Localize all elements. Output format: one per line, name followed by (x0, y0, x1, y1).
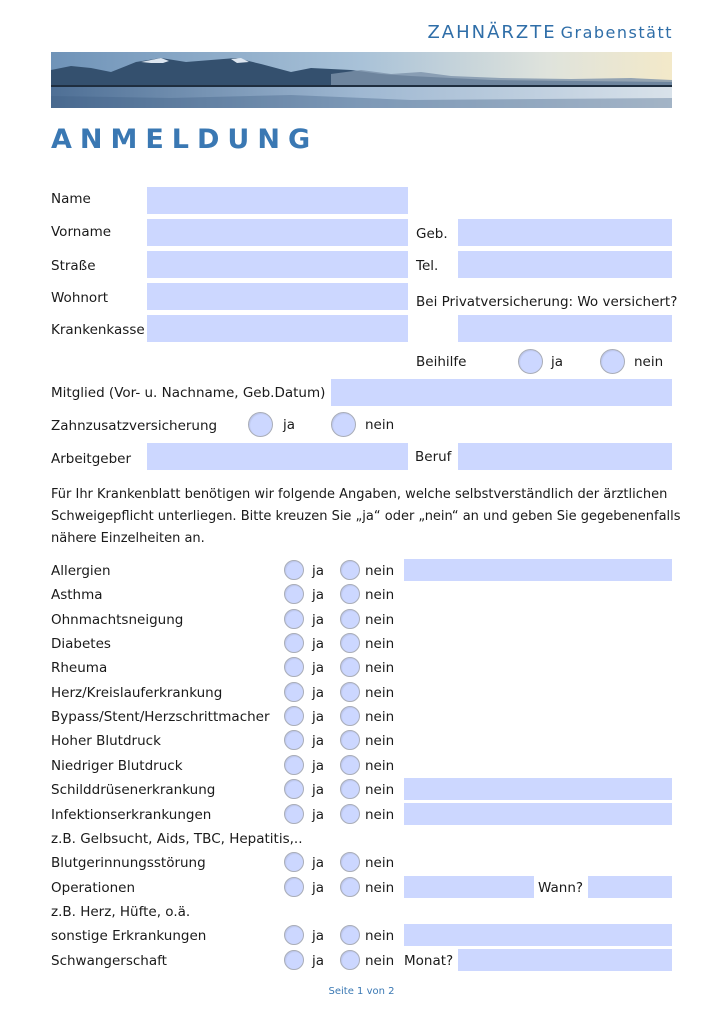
label-tel: Tel. (416, 258, 439, 274)
condition-nein-label: nein (365, 928, 395, 944)
beihilfe-ja-radio[interactable] (518, 349, 543, 374)
label-zahnzusatz: Zahnzusatzversicherung (51, 418, 218, 434)
arbeitgeber-field[interactable] (147, 443, 408, 470)
condition-ja-radio[interactable] (284, 657, 304, 677)
privatversicherung-field[interactable] (458, 315, 672, 342)
condition-label: z.B. Herz, Hüfte, o.ä. (51, 904, 191, 920)
beruf-field[interactable] (458, 443, 672, 470)
monat-field[interactable] (458, 949, 672, 971)
brand-main: ZAHNÄRZTE (427, 22, 557, 43)
condition-ja-label: ja (312, 880, 325, 896)
condition-ja-label: ja (312, 928, 325, 944)
label-vorname: Vorname (51, 224, 112, 240)
condition-ja-label: ja (312, 758, 325, 774)
condition-ja-radio[interactable] (284, 804, 304, 824)
condition-nein-label: nein (365, 782, 395, 798)
condition-ja-label: ja (312, 709, 325, 725)
condition-nein-radio[interactable] (340, 877, 360, 897)
condition-ja-radio[interactable] (284, 877, 304, 897)
zahnzusatz-ja-label: ja (283, 417, 296, 433)
brand-sub: Grabenstätt (560, 23, 673, 42)
condition-nein-radio[interactable] (340, 657, 360, 677)
label-monat: Monat? (404, 953, 454, 969)
condition-ja-radio[interactable] (284, 779, 304, 799)
beihilfe-ja-label: ja (551, 354, 564, 370)
condition-label: Infektionserkrankungen (51, 807, 212, 823)
condition-nein-label: nein (365, 587, 395, 603)
condition-nein-label: nein (365, 953, 395, 969)
condition-nein-label: nein (365, 758, 395, 774)
label-privatversicherung: Bei Privatversicherung: Wo versichert? (416, 294, 678, 310)
mitglied-field[interactable] (331, 379, 672, 406)
name-field[interactable] (147, 187, 408, 214)
condition-ja-label: ja (312, 855, 325, 871)
condition-label: Operationen (51, 880, 136, 896)
condition-label: Bypass/Stent/Herzschrittmacher (51, 709, 270, 725)
condition-details-field[interactable] (404, 803, 672, 825)
condition-nein-label: nein (365, 880, 395, 896)
condition-nein-radio[interactable] (340, 804, 360, 824)
intro-text: Für Ihr Krankenblatt benötigen wir folgende Angaben, welche selbstverständlich der ärztlichen Schweigepflicht unterliegen. Bitte kreuzen Sie „ja“ oder „nein“ an und geben Sie gegebenenfalls nähere Einzelheiten an. (51, 487, 681, 546)
condition-label: Asthma (51, 587, 103, 603)
page-title: ANMELDUNG (51, 124, 319, 155)
condition-ja-radio[interactable] (284, 730, 304, 750)
condition-details-field[interactable] (404, 924, 672, 946)
condition-nein-radio[interactable] (340, 925, 360, 945)
condition-nein-radio[interactable] (340, 682, 360, 702)
condition-ja-radio[interactable] (284, 925, 304, 945)
condition-ja-label: ja (312, 953, 325, 969)
beihilfe-nein-label: nein (634, 354, 664, 370)
condition-label: z.B. Gelbsucht, Aids, TBC, Hepatitis,.. (51, 831, 303, 847)
krankenkasse-field[interactable] (147, 315, 408, 342)
beihilfe-nein-radio[interactable] (600, 349, 625, 374)
condition-ja-radio[interactable] (284, 560, 304, 580)
operationen-details-field[interactable] (404, 876, 534, 898)
condition-nein-label: nein (365, 660, 395, 676)
condition-nein-radio[interactable] (340, 730, 360, 750)
label-mitglied: Mitglied (Vor- u. Nachname, Geb.Datum) (51, 385, 326, 401)
condition-ja-label: ja (312, 660, 325, 676)
condition-nein-label: nein (365, 855, 395, 871)
condition-label: Diabetes (51, 636, 111, 652)
condition-label: Niedriger Blutdruck (51, 758, 183, 774)
condition-nein-radio[interactable] (340, 560, 360, 580)
page-number: Seite 1 von 2 (328, 986, 395, 997)
label-strasse: Straße (51, 258, 96, 274)
condition-ja-label: ja (312, 612, 325, 628)
condition-label: Allergien (51, 563, 111, 579)
condition-ja-label: ja (312, 685, 325, 701)
condition-ja-label: ja (312, 807, 325, 823)
condition-label: Rheuma (51, 660, 108, 676)
condition-nein-radio[interactable] (340, 852, 360, 872)
condition-label: Schwangerschaft (51, 953, 167, 969)
condition-nein-label: nein (365, 636, 395, 652)
strasse-field[interactable] (147, 251, 408, 278)
label-beihilfe: Beihilfe (416, 354, 467, 370)
condition-label: Ohnmachtsneigung (51, 612, 184, 628)
wohnort-field[interactable] (147, 283, 408, 310)
condition-details-field[interactable] (404, 559, 672, 581)
condition-nein-radio[interactable] (340, 950, 360, 970)
zahnzusatz-nein-radio[interactable] (331, 412, 356, 437)
condition-label: Schilddrüsenerkrankung (51, 782, 216, 798)
condition-ja-radio[interactable] (284, 584, 304, 604)
condition-ja-radio[interactable] (284, 633, 304, 653)
label-wann: Wann? (538, 880, 584, 896)
label-arbeitgeber: Arbeitgeber (51, 451, 132, 467)
condition-ja-radio[interactable] (284, 950, 304, 970)
condition-ja-radio[interactable] (284, 755, 304, 775)
label-name: Name (51, 191, 91, 207)
condition-nein-radio[interactable] (340, 779, 360, 799)
tel-field[interactable] (458, 251, 672, 278)
condition-nein-radio[interactable] (340, 706, 360, 726)
geb-field[interactable] (458, 219, 672, 246)
condition-nein-radio[interactable] (340, 609, 360, 629)
condition-ja-radio[interactable] (284, 706, 304, 726)
condition-nein-label: nein (365, 807, 395, 823)
condition-nein-radio[interactable] (340, 633, 360, 653)
practice-brand (427, 22, 673, 43)
zahnzusatz-ja-radio[interactable] (248, 412, 273, 437)
condition-nein-label: nein (365, 563, 395, 579)
condition-nein-label: nein (365, 685, 395, 701)
condition-nein-label: nein (365, 709, 395, 725)
condition-ja-label: ja (312, 587, 325, 603)
condition-ja-label: ja (312, 563, 325, 579)
zahnzusatz-nein-label: nein (365, 417, 395, 433)
condition-nein-label: nein (365, 612, 395, 628)
condition-ja-label: ja (312, 782, 325, 798)
condition-ja-radio[interactable] (284, 852, 304, 872)
condition-nein-radio[interactable] (340, 584, 360, 604)
condition-ja-radio[interactable] (284, 682, 304, 702)
wann-field[interactable] (588, 876, 672, 898)
condition-label: Blutgerinnungsstörung (51, 855, 206, 871)
label-krankenkasse: Krankenkasse (51, 322, 145, 338)
condition-ja-radio[interactable] (284, 609, 304, 629)
condition-label: Herz/Kreislauferkrankung (51, 685, 223, 701)
condition-ja-label: ja (312, 636, 325, 652)
condition-label: sonstige Erkrankungen (51, 928, 207, 944)
condition-nein-label: nein (365, 733, 395, 749)
label-wohnort: Wohnort (51, 290, 109, 306)
condition-details-field[interactable] (404, 778, 672, 800)
vorname-field[interactable] (147, 219, 408, 246)
condition-ja-label: ja (312, 733, 325, 749)
lake-mountain-banner-image (51, 52, 672, 108)
label-geb: Geb. (416, 226, 448, 242)
label-beruf: Beruf (415, 449, 452, 465)
condition-label: Hoher Blutdruck (51, 733, 161, 749)
condition-nein-radio[interactable] (340, 755, 360, 775)
